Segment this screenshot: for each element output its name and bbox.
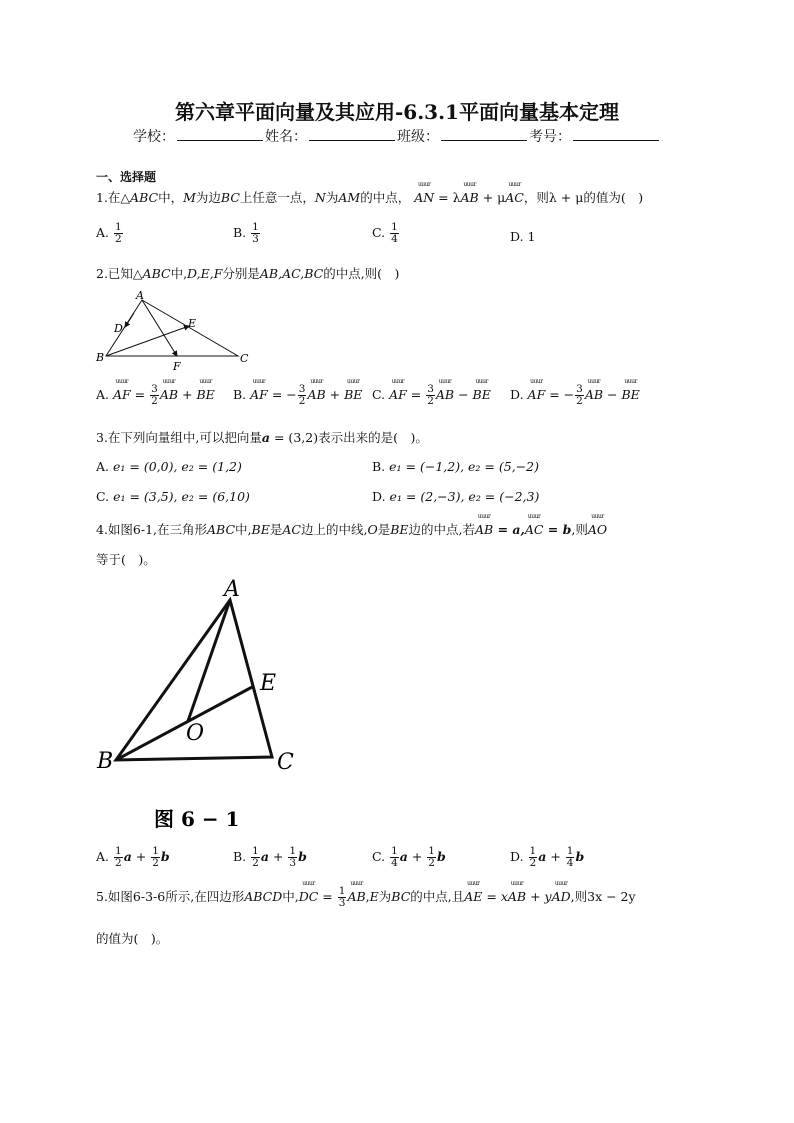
- option-text: =: [545, 387, 564, 403]
- q1-text: 上任意一点，: [239, 190, 315, 205]
- q4-text: = b: [543, 522, 572, 537]
- q3-text: 表示出来的是( )。: [318, 430, 428, 445]
- denominator: 2: [427, 395, 434, 408]
- q5-text: 为: [378, 889, 392, 905]
- q5-text: =: [318, 889, 337, 905]
- q2-text: 分别是: [222, 266, 260, 281]
- label-a: A: [224, 577, 240, 602]
- label-e: E: [188, 317, 197, 330]
- denominator: 4: [391, 233, 398, 246]
- q3-option-d[interactable]: [372, 489, 539, 504]
- option-label: A.: [96, 225, 110, 241]
- q2-option-d[interactable]: [510, 384, 640, 407]
- q5-text: 5.如图6-3-6所示,在四边形: [96, 889, 245, 905]
- option-text: −: [286, 387, 297, 403]
- numerator: 3: [298, 383, 306, 395]
- q4-triangle-figure: [94, 574, 314, 836]
- denominator: 2: [115, 857, 122, 870]
- numerator: 1: [391, 845, 398, 857]
- vector-AB: uuur AB: [347, 889, 365, 904]
- q4-text: = a,: [493, 522, 525, 537]
- fraction: [114, 222, 123, 245]
- option-text: +: [325, 387, 345, 403]
- q4-text: BE: [251, 522, 270, 537]
- option-label: B.: [233, 387, 247, 403]
- figure-caption: 图 6 − 1: [154, 807, 240, 831]
- q5-text: ,则3x − 2y: [570, 889, 636, 905]
- option-value: e₁ = (−1,2), e₂ = (5,−2): [389, 459, 539, 474]
- option-label: C.: [372, 387, 386, 403]
- q1-text: + μ: [478, 190, 506, 205]
- q4-text: 边的中点,若: [408, 522, 475, 537]
- vector-a: a: [261, 430, 271, 445]
- q4-text: 4.如图6-1,在三角形: [96, 522, 208, 537]
- fraction: [529, 846, 538, 869]
- denominator: 2: [298, 395, 306, 408]
- q4-text: 是: [377, 522, 391, 537]
- label-c: C: [240, 352, 249, 365]
- vector: uuur BE: [621, 387, 639, 402]
- q5-text: ABCD: [244, 889, 283, 905]
- option-label: A.: [96, 459, 110, 474]
- numerator: 1: [115, 845, 122, 857]
- numerator: 1: [566, 845, 574, 857]
- q3-option-b[interactable]: [372, 459, 539, 474]
- vector: uuur BE: [196, 387, 214, 402]
- q2-text: D,E,F: [187, 266, 223, 281]
- vector-AC: uuur AC: [505, 190, 524, 205]
- denominator: 2: [151, 395, 158, 408]
- fraction: [150, 384, 159, 407]
- numerator: 1: [289, 845, 297, 857]
- label-f: F: [173, 360, 181, 373]
- option-label: B.: [372, 459, 386, 474]
- denominator: 2: [428, 857, 435, 870]
- q4-option-d[interactable]: D. $\frac{1}{2}$ a + $\frac{1}{4}$ b: [510, 845, 585, 870]
- q1-text: M: [183, 190, 196, 205]
- q4-option-b[interactable]: B. $\frac{1}{2}$ a + $\frac{1}{3}$ b: [233, 845, 307, 870]
- q4-text: ABC: [207, 522, 236, 537]
- numerator: 1: [338, 885, 346, 897]
- q1-text: 1.在△: [96, 190, 131, 205]
- q1-text: ABC: [130, 190, 159, 205]
- option-text: −: [454, 387, 473, 403]
- q1-text: ，则λ + μ的值为( ): [523, 190, 644, 205]
- class-label: 班级：: [397, 129, 439, 145]
- fraction: [566, 846, 575, 869]
- numerator: 1: [115, 221, 122, 233]
- q1-text: N: [314, 190, 326, 205]
- numerator: 1: [391, 221, 398, 233]
- option-label: B.: [233, 849, 247, 865]
- option-text: −: [603, 387, 622, 403]
- fraction: [251, 846, 260, 869]
- option-label: C.: [372, 849, 386, 865]
- q1-text: 中，: [158, 190, 184, 205]
- numerator: 3: [576, 383, 583, 395]
- q1-option-a[interactable]: [96, 222, 124, 245]
- question-2-stem: [96, 264, 399, 282]
- q5-text: BC: [391, 889, 411, 905]
- q1-text: 为边: [195, 190, 221, 205]
- option-label: D.: [510, 849, 524, 865]
- label-d: D: [114, 322, 123, 335]
- denominator: 2: [576, 395, 583, 408]
- fraction: [426, 384, 435, 407]
- q5-text: + y: [526, 889, 552, 905]
- fraction: [251, 222, 260, 245]
- label-b: B: [97, 749, 114, 774]
- vector: uuur AB: [307, 387, 325, 402]
- question-1-stem: [96, 188, 643, 206]
- question-5-stem-cont: 的值为( )。: [96, 931, 169, 946]
- q5-text: ,: [365, 889, 370, 905]
- option-label: D.: [510, 387, 524, 403]
- label-b: B: [96, 351, 105, 364]
- student-info-line: [0, 126, 794, 146]
- q2-text: AB,AC,BC: [259, 266, 324, 281]
- section-heading: 一、选择题: [96, 170, 157, 184]
- school-label: 学校：: [133, 129, 175, 145]
- q2-text: ABC: [142, 266, 171, 281]
- numerator: 1: [252, 221, 259, 233]
- q2-text: 中,: [170, 266, 188, 281]
- q4-option-a[interactable]: A. $\frac{1}{2}$ a + $\frac{1}{2}$ b: [96, 845, 170, 870]
- option-label: A.: [96, 387, 110, 403]
- name-blank[interactable]: [309, 128, 395, 141]
- denominator: 3: [289, 857, 297, 870]
- vector: uuur AB: [160, 387, 178, 402]
- q4-text: 中,: [235, 522, 252, 537]
- option-value: 1: [527, 229, 536, 244]
- numerator: 3: [427, 383, 434, 395]
- q4-text: BE: [390, 522, 409, 537]
- label-a: A: [136, 289, 144, 302]
- fraction: [390, 222, 399, 245]
- vector: uuur BE: [473, 387, 491, 402]
- q1-text: 的中点，: [360, 190, 411, 205]
- q5-text: = x: [482, 889, 508, 905]
- vector-af: [142, 300, 177, 356]
- school-blank[interactable]: [177, 128, 263, 141]
- vector-AB: uuur AB: [508, 889, 526, 904]
- denominator: 3: [252, 233, 259, 246]
- q4-text: 是: [269, 522, 283, 537]
- vector-AN: uuur AN: [414, 190, 434, 205]
- q3-option-a[interactable]: [96, 459, 242, 474]
- option-value: e₁ = (3,5), e₂ = (6,10): [113, 489, 250, 504]
- numerator: 1: [252, 845, 259, 857]
- q5-text: E: [369, 889, 379, 905]
- label-o: O: [186, 721, 205, 746]
- q2-option-a[interactable]: [96, 384, 215, 407]
- q4-text: 边上的中线,: [300, 522, 368, 537]
- option-value: e₁ = (2,−3), e₂ = (−2,3): [389, 489, 540, 504]
- vector: uuur AF: [250, 387, 268, 402]
- numerator: 3: [151, 383, 158, 395]
- q4-option-c[interactable]: C. $\frac{1}{4}$ a + $\frac{1}{2}$ b: [372, 845, 446, 870]
- option-label: C.: [372, 225, 386, 241]
- fraction: [390, 846, 399, 869]
- q2-text: 2.已知△: [96, 266, 143, 281]
- option-text: =: [406, 387, 426, 403]
- vector: uuur BE: [344, 387, 362, 402]
- q3-text: 3.在下列向量组中,可以把向量: [96, 430, 262, 445]
- option-text: =: [267, 387, 287, 403]
- question-5-stem: [96, 886, 636, 909]
- denominator: 3: [338, 897, 346, 910]
- option-label: D.: [372, 489, 386, 504]
- question-4-stem-cont: 等于( )。: [96, 552, 156, 567]
- number-blank[interactable]: [573, 128, 659, 141]
- q1-option-b[interactable]: [233, 222, 261, 245]
- fraction: [427, 846, 436, 869]
- option-label: A.: [96, 849, 110, 865]
- denominator: 2: [115, 233, 122, 246]
- q1-option-c[interactable]: [372, 222, 400, 245]
- denominator: 2: [152, 857, 159, 870]
- option-text: +: [178, 387, 197, 403]
- option-label: D.: [510, 229, 524, 244]
- q2-option-b[interactable]: [233, 384, 362, 407]
- vector: uuur AF: [528, 387, 546, 402]
- page-title: 第六章平面向量及其应用-6.3.1平面向量基本定理: [175, 100, 619, 124]
- numerator: 1: [152, 845, 159, 857]
- vector: uuur AF: [113, 387, 131, 402]
- q4-text: ,则: [571, 522, 588, 537]
- fraction: [288, 846, 297, 869]
- q1-text: = λ: [434, 190, 461, 205]
- denominator: 4: [391, 857, 398, 870]
- name-label: 姓名：: [265, 129, 307, 145]
- question-3-stem: [96, 428, 428, 446]
- denominator: 2: [252, 857, 259, 870]
- q2-text: 的中点,则( ): [323, 266, 400, 281]
- fraction: [151, 846, 160, 869]
- q5-text: 的中点,且: [410, 889, 465, 905]
- vector-AC: uuur AC: [525, 522, 544, 537]
- option-label: C.: [96, 489, 110, 504]
- vector: uuur AB: [585, 387, 603, 402]
- q3-option-c[interactable]: [96, 489, 250, 504]
- q2-triangle-figure: [94, 288, 254, 374]
- vector: uuur AB: [436, 387, 454, 402]
- fraction: [298, 384, 307, 407]
- segment-be: [116, 686, 254, 760]
- fraction: [338, 886, 347, 909]
- numerator: 1: [529, 845, 537, 857]
- vector-ad: [125, 313, 134, 327]
- denominator: 2: [529, 857, 537, 870]
- vector-AE: uuur AE: [464, 889, 482, 904]
- option-text: −: [563, 387, 575, 403]
- fraction: [575, 384, 584, 407]
- option-value: e₁ = (0,0), e₂ = (1,2): [113, 459, 242, 474]
- q4-text: AC: [282, 522, 301, 537]
- label-e: E: [260, 671, 277, 696]
- option-text: =: [130, 387, 150, 403]
- vector-AD: uuur AD: [552, 889, 571, 904]
- q5-text: 中,: [282, 889, 299, 905]
- q3-text: = (3,2): [270, 430, 319, 445]
- question-4-stem: [96, 520, 607, 538]
- q1-text: 为: [325, 190, 339, 205]
- fraction: [114, 846, 123, 869]
- number-label: 考号：: [529, 129, 571, 145]
- vector-AB: uuur AB: [475, 522, 493, 537]
- vector-DC: uuur DC: [299, 889, 319, 904]
- label-c: C: [277, 750, 294, 775]
- vector: uuur AF: [389, 387, 407, 402]
- denominator: 4: [566, 857, 574, 870]
- q1-option-d[interactable]: [510, 229, 536, 244]
- q4-text: O: [367, 522, 378, 537]
- numerator: 1: [428, 845, 435, 857]
- class-blank[interactable]: [441, 128, 527, 141]
- vector-AO: uuur AO: [588, 522, 607, 537]
- option-label: B.: [233, 225, 247, 241]
- vector-AB: uuur AB: [461, 190, 479, 205]
- q2-option-c[interactable]: [372, 384, 491, 407]
- q1-text: BC: [220, 190, 240, 205]
- q1-text: AM: [338, 190, 361, 205]
